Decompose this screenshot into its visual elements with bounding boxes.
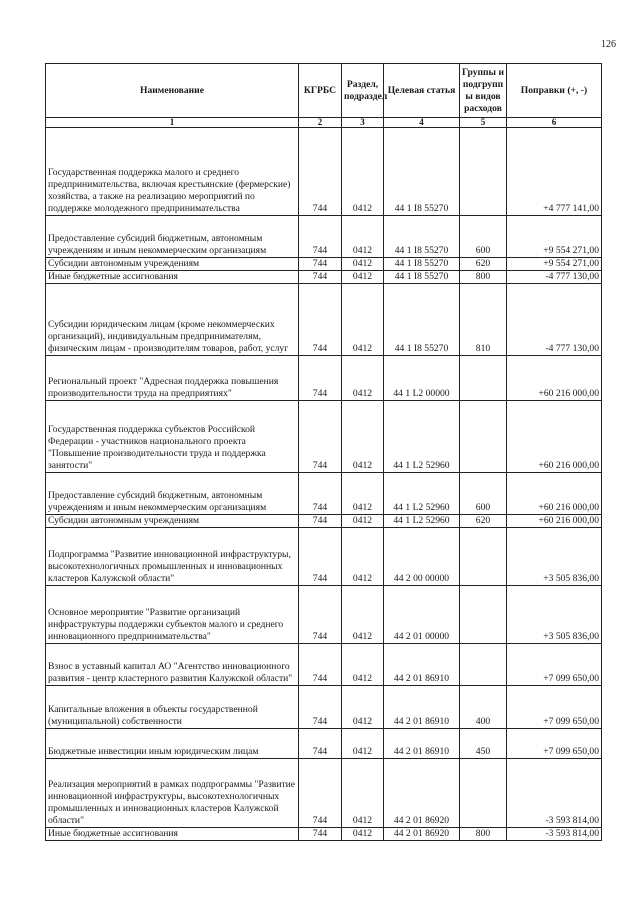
row-name: Предоставление субсидий бюджетным, автономным учреждениям и иным некоммерческим организациям: [46, 216, 299, 258]
table-row: [46, 271, 602, 284]
row-kgrbs: 744: [299, 729, 342, 759]
row-amount: +7 099 650,00: [507, 686, 602, 729]
row-kgrbs: 744: [299, 759, 342, 828]
table-row: [46, 729, 602, 759]
row-kgrbs: 744: [299, 401, 342, 473]
row-group: [460, 356, 507, 401]
row-group: [460, 401, 507, 473]
row-section: 0412: [342, 258, 384, 271]
row-kgrbs: 744: [299, 128, 342, 216]
row-name: Бюджетные инвестиции иным юридическим лицам: [46, 729, 299, 759]
row-amount: +3 505 836,00: [507, 528, 602, 586]
row-section: 0412: [342, 528, 384, 586]
row-kgrbs: 744: [299, 216, 342, 258]
row-section: 0412: [342, 644, 384, 686]
row-name: Субсидии автономным учреждениям: [46, 258, 299, 271]
row-name: Реализация мероприятий в рамках подпрограммы "Развитие инновационной инфраструктуры, высокотехнологичных промышленных и инновационных кластеров Калужской области": [46, 759, 299, 828]
row-name: Государственная поддержка малого и среднего предпринимательства, включая крестьянские (фермерские) хозяйства, а также на реализацию мероприятий по поддержке молодежного предпринимательства: [46, 128, 299, 216]
table-row: [46, 473, 602, 515]
row-kgrbs: 744: [299, 686, 342, 729]
header-groups: Группы и подгрупп ы видов расходов: [460, 64, 507, 118]
row-group: 620: [460, 515, 507, 528]
row-group: [460, 128, 507, 216]
row-target: 44 2 00 00000: [384, 528, 460, 586]
row-group: 600: [460, 216, 507, 258]
row-amount: +9 554 271,00: [507, 216, 602, 258]
row-amount: -3 593 814,00: [507, 828, 602, 841]
row-amount: +3 505 836,00: [507, 586, 602, 644]
row-kgrbs: 744: [299, 271, 342, 284]
column-number: 1: [46, 118, 299, 128]
table-header-row: [46, 64, 602, 118]
page-number: 126: [601, 39, 616, 50]
row-group: 450: [460, 729, 507, 759]
row-section: 0412: [342, 473, 384, 515]
row-name: Иные бюджетные ассигнования: [46, 828, 299, 841]
row-target: 44 1 L2 00000: [384, 356, 460, 401]
row-target: 44 2 01 00000: [384, 586, 460, 644]
row-amount: +7 099 650,00: [507, 729, 602, 759]
column-number: 5: [460, 118, 507, 128]
row-section: 0412: [342, 216, 384, 258]
header-name: Наименование: [46, 64, 299, 118]
column-number: 2: [299, 118, 342, 128]
row-section: 0412: [342, 356, 384, 401]
row-section: 0412: [342, 586, 384, 644]
row-name: Субсидии юридическим лицам (кроме некоммерческих организаций), индивидуальным предпринимателям, физическим лицам - производителям товаров, работ, услуг: [46, 284, 299, 356]
row-name: Субсидии автономным учреждениям: [46, 515, 299, 528]
row-section: 0412: [342, 284, 384, 356]
row-kgrbs: 744: [299, 473, 342, 515]
row-group: 600: [460, 473, 507, 515]
row-amount: -4 777 130,00: [507, 271, 602, 284]
row-target: 44 2 01 86910: [384, 644, 460, 686]
row-name: Подпрограмма "Развитие инновационной инфраструктуры, высокотехнологичных промышленных и инновационных кластеров Калужской области": [46, 528, 299, 586]
row-amount: -4 777 130,00: [507, 284, 602, 356]
row-target: 44 2 01 86910: [384, 729, 460, 759]
table-row: [46, 258, 602, 271]
table-row: [46, 528, 602, 586]
row-group: 800: [460, 828, 507, 841]
row-target: 44 1 I8 55270: [384, 284, 460, 356]
row-section: 0412: [342, 515, 384, 528]
row-target: 44 2 01 86920: [384, 759, 460, 828]
row-target: 44 1 L2 52960: [384, 515, 460, 528]
row-name: Иные бюджетные ассигнования: [46, 271, 299, 284]
row-amount: +4 777 141,00: [507, 128, 602, 216]
row-target: 44 2 01 86920: [384, 828, 460, 841]
row-kgrbs: 744: [299, 258, 342, 271]
row-section: 0412: [342, 759, 384, 828]
table-row: [46, 216, 602, 258]
row-section: 0412: [342, 828, 384, 841]
row-kgrbs: 744: [299, 356, 342, 401]
row-group: [460, 586, 507, 644]
row-group: 810: [460, 284, 507, 356]
row-target: 44 1 I8 55270: [384, 128, 460, 216]
header-section: Раздел, подраздел: [342, 64, 384, 118]
row-section: 0412: [342, 401, 384, 473]
table-row: [46, 586, 602, 644]
row-target: 44 1 L2 52960: [384, 473, 460, 515]
row-name: Региональный проект "Адресная поддержка повышения производительности труда на предприятиях": [46, 356, 299, 401]
row-group: 620: [460, 258, 507, 271]
row-amount: +9 554 271,00: [507, 258, 602, 271]
row-section: 0412: [342, 128, 384, 216]
header-amendments: Поправки (+, -): [507, 64, 602, 118]
table-row: [46, 686, 602, 729]
row-kgrbs: 744: [299, 644, 342, 686]
table-row: [46, 284, 602, 356]
column-number: 6: [507, 118, 602, 128]
table-row: [46, 356, 602, 401]
row-section: 0412: [342, 271, 384, 284]
column-number: 4: [384, 118, 460, 128]
table-row: [46, 759, 602, 828]
header-target: Целевая статья: [384, 64, 460, 118]
row-target: 44 1 L2 52960: [384, 401, 460, 473]
column-number-row: [46, 118, 602, 128]
table-row: [46, 644, 602, 686]
row-target: 44 1 I8 55270: [384, 216, 460, 258]
row-kgrbs: 744: [299, 515, 342, 528]
row-target: 44 1 I8 55270: [384, 271, 460, 284]
budget-amendments-table: [45, 63, 602, 841]
column-number: 3: [342, 118, 384, 128]
row-name: Предоставление субсидий бюджетным, автономным учреждениям и иным некоммерческим организациям: [46, 473, 299, 515]
row-kgrbs: 744: [299, 828, 342, 841]
row-kgrbs: 744: [299, 586, 342, 644]
row-amount: -3 593 814,00: [507, 759, 602, 828]
table-row: [46, 515, 602, 528]
row-name: Государственная поддержка субъектов Российской Федерации - участников национального проекта "Повышение производительности труда и поддержка занятости": [46, 401, 299, 473]
row-kgrbs: 744: [299, 528, 342, 586]
row-section: 0412: [342, 729, 384, 759]
row-group: 800: [460, 271, 507, 284]
row-amount: +60 216 000,00: [507, 356, 602, 401]
row-amount: +7 099 650,00: [507, 644, 602, 686]
row-section: 0412: [342, 686, 384, 729]
row-amount: +60 216 000,00: [507, 473, 602, 515]
row-amount: +60 216 000,00: [507, 515, 602, 528]
table-row: [46, 401, 602, 473]
row-name: Основное мероприятие "Развитие организаций инфраструктуры поддержки субъектов малого и среднего инновационного предпринимательства": [46, 586, 299, 644]
row-name: Капитальные вложения в объекты государственной (муниципальной) собственности: [46, 686, 299, 729]
header-kgrbs: КГРБС: [299, 64, 342, 118]
row-amount: +60 216 000,00: [507, 401, 602, 473]
row-kgrbs: 744: [299, 284, 342, 356]
row-group: [460, 759, 507, 828]
row-target: 44 2 01 86910: [384, 686, 460, 729]
table-row: [46, 128, 602, 216]
row-group: [460, 644, 507, 686]
row-name: Взнос в уставный капитал АО "Агентство инновационного развития - центр кластерного развития Калужской области": [46, 644, 299, 686]
row-target: 44 1 I8 55270: [384, 258, 460, 271]
table-row: [46, 828, 602, 841]
row-group: [460, 528, 507, 586]
row-group: 400: [460, 686, 507, 729]
